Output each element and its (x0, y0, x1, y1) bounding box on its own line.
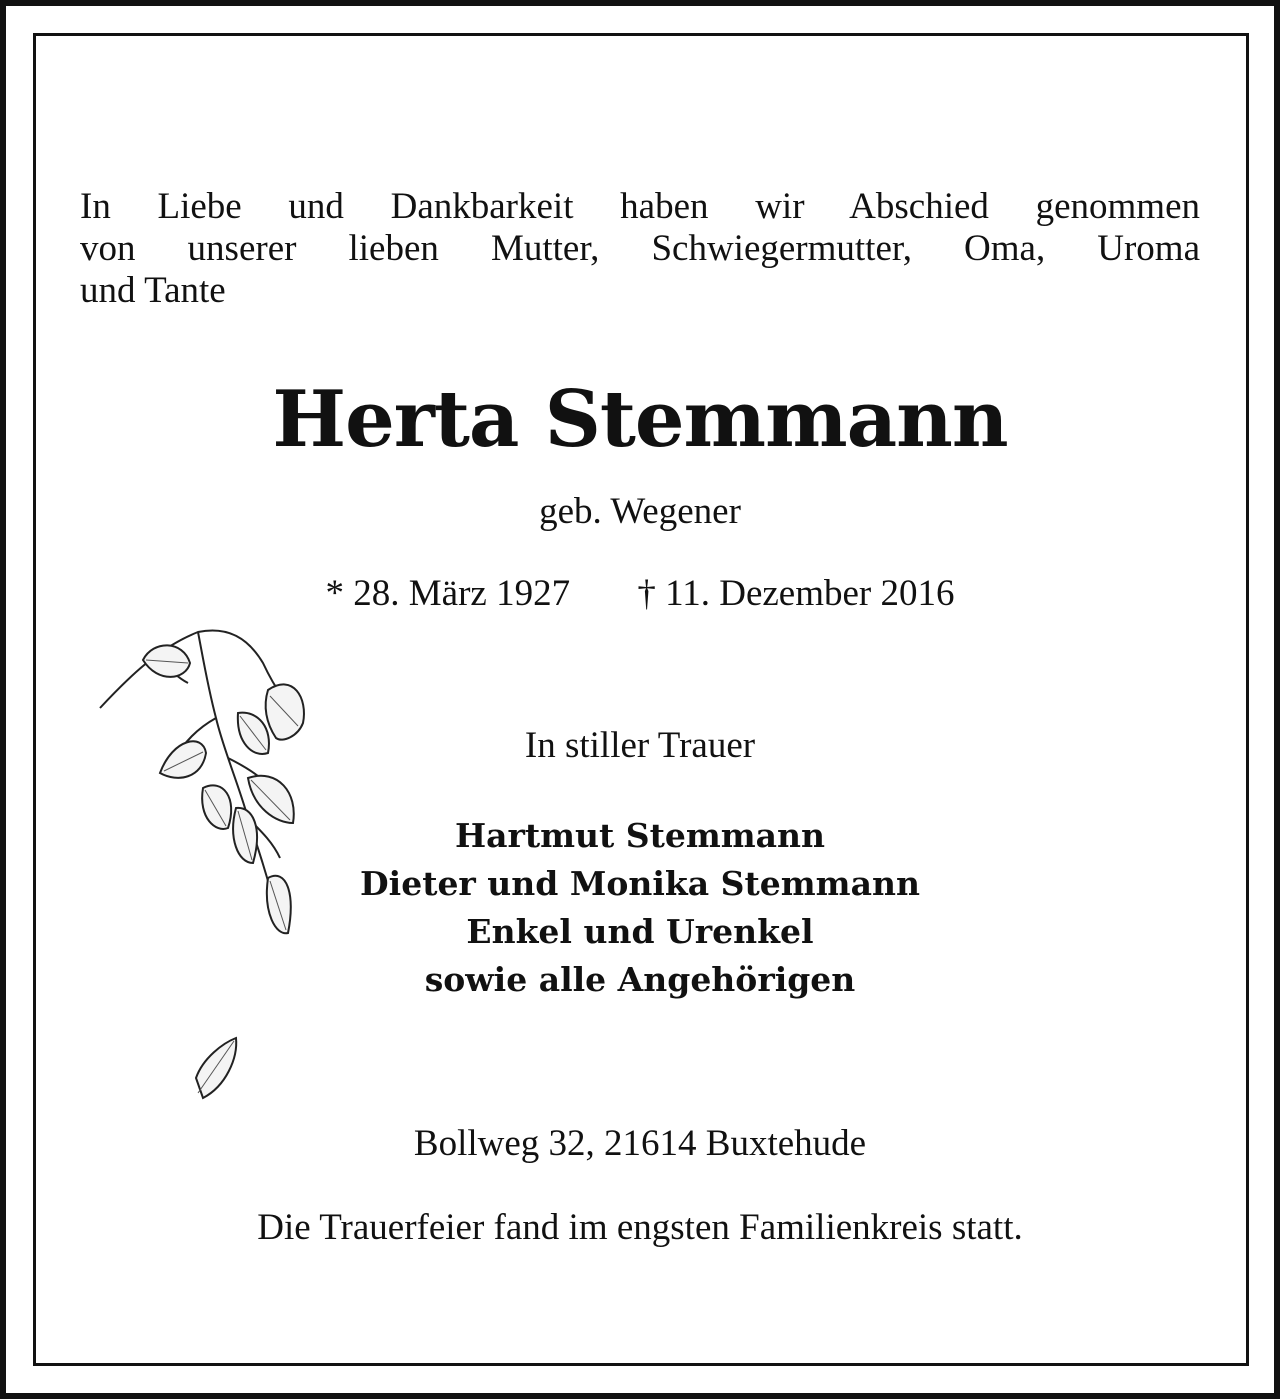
family-member: Dieter und Monika Stemmann (360, 864, 920, 903)
intro-line-1: In Liebe und Dankbarkeit haben wir Abschied genommen (80, 186, 1200, 227)
birth-date: * 28. März 1927 (325, 573, 571, 614)
intro-line-2: von unserer lieben Mutter, Schwiegermutter, Oma, Uroma (80, 228, 1200, 269)
family-member: Hartmut Stemmann (454, 816, 826, 855)
family-member: sowie alle Angehörigen (424, 960, 856, 999)
deceased-name: Herta Stemmann (272, 374, 1008, 465)
address: Bollweg 32, 21614 Buxtehude (413, 1123, 867, 1164)
intro-line-3: und Tante (80, 270, 226, 311)
family-list (0, 812, 1280, 1004)
death-date: † 11. Dezember 2016 (637, 573, 955, 614)
life-dates (0, 570, 1280, 618)
mourning-heading: In stiller Trauer (524, 725, 756, 766)
birth-name: geb. Wegener (539, 491, 741, 532)
family-member: Enkel und Urenkel (466, 912, 814, 951)
intro-text (80, 186, 1200, 312)
funeral-notice: Die Trauerfeier fand im engsten Familienkreis statt. (257, 1207, 1023, 1248)
